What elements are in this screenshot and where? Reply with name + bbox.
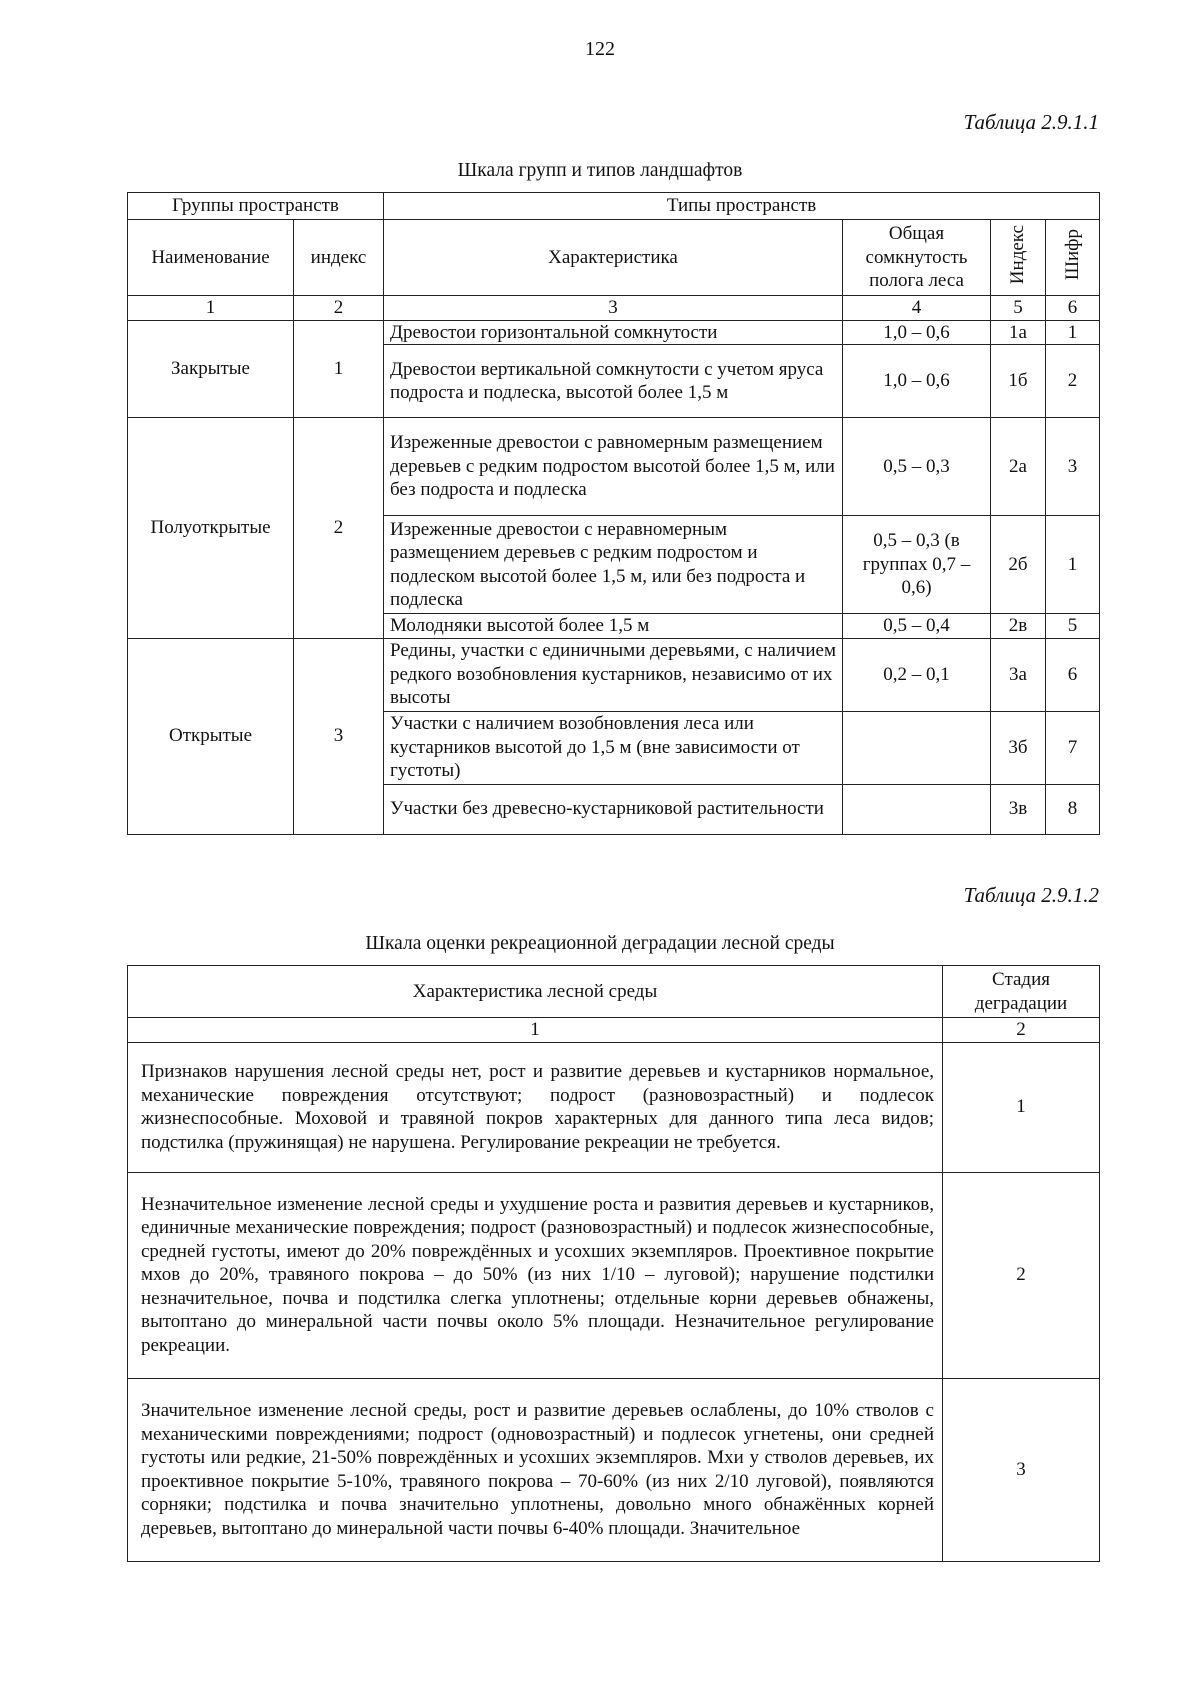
type-closure: 0,5 – 0,4 [843,614,991,639]
type-code: 2 [1046,345,1100,418]
col-number: 2 [294,296,384,321]
degradation-description: Признаков нарушения лесной среды нет, рост и развитие деревьев и кустарников нормальное, механические повреждения отсутствуют; подрост (разновозрастный) и подлесок жизнеспособные. Моховой и травяной покров характерных для данного типа леса видов; подстилка (пружинящая) не нарушена. Регулирование рекреации не требуется. [128,1042,943,1172]
type-code: 7 [1046,711,1100,784]
group-header: Группы пространств [128,193,384,220]
type-index: 1б [991,345,1046,418]
type-characteristic: Древостои горизонтальной сомкнутости [384,320,843,345]
type-code: 1 [1046,516,1100,614]
col-code-header: Шифр [1061,228,1083,280]
degradation-stage: 3 [943,1378,1100,1561]
group-index: 3 [294,638,384,834]
type-closure: 0,2 – 0,1 [843,638,991,711]
degradation-stage: 1 [943,1042,1100,1172]
col-stage-header: Стадия деградации [943,966,1100,1018]
col-index-header: индекс [294,220,384,296]
type-characteristic: Участки с наличием возобновления леса или кустарников высотой до 1,5 м (вне зависимости от густоты) [384,711,843,784]
type-index: 3а [991,638,1046,711]
col-number: 1 [128,1018,943,1043]
degradation-scale-table [127,965,1100,1562]
table2-title: Шкала оценки рекреационной деградации лесной среды [365,933,835,954]
type-closure [843,711,991,784]
type-code: 3 [1046,418,1100,516]
degradation-stage: 2 [943,1172,1100,1378]
types-header: Типы пространств [384,193,1100,220]
type-index: 3в [991,784,1046,834]
page-number: 122 [585,38,615,60]
table1-title: Шкала групп и типов ландшафтов [457,160,743,181]
group-index: 2 [294,418,384,639]
type-code: 8 [1046,784,1100,834]
col-characteristic-header: Характеристика [384,220,843,296]
type-index: 2а [991,418,1046,516]
col-number: 4 [843,296,991,321]
type-closure: 1,0 – 0,6 [843,320,991,345]
type-closure: 0,5 – 0,3 [843,418,991,516]
type-closure: 0,5 – 0,3 (в группах 0,7 – 0,6) [843,516,991,614]
col-number: 6 [1046,296,1100,321]
type-characteristic: Изреженные древостои с равномерным размещением деревьев с редким подростом высотой более 1,5 м, или без подроста и подлеска [384,418,843,516]
col-number: 3 [384,296,843,321]
col-closure-header: Общая сомкнутость полога леса [843,220,991,296]
group-name: Полуоткрытые [128,418,294,639]
col-number: 5 [991,296,1046,321]
group-index: 1 [294,320,384,418]
type-code: 1 [1046,320,1100,345]
type-characteristic: Молодняки высотой более 1,5 м [384,614,843,639]
group-name: Открытые [128,638,294,834]
type-code: 5 [1046,614,1100,639]
type-characteristic: Древостои вертикальной сомкнутости с учетом яруса подроста и подлеска, высотой более 1,5 м [384,345,843,418]
group-name: Закрытые [128,320,294,418]
type-characteristic: Изреженные древостои с неравномерным размещением деревьев с редким подростом и подлеском высотой более 1,5 м, или без подроста и подлеска [384,516,843,614]
type-closure: 1,0 – 0,6 [843,345,991,418]
degradation-description: Значительное изменение лесной среды, рост и развитие деревьев ослаблены, до 10% стволов с механическими повреждениями; подрост (одновозрастный) и подлесок угнетены, они средней густоты или редкие, 21-50% повреждённых и усохших экземпляров. Мхи у стволов деревьев, их проективное покрытие 5-10%, травяного покрова – 70-60% (из них 2/10 луговой), появляются сорняки; подстилка и почва значительно уплотнены, довольно много обнажённых корней деревьев, вытоптано до минеральной части почвы 6-40% площади. Значительное [128,1378,943,1561]
col-number: 1 [128,296,294,321]
type-closure [843,784,991,834]
type-index: 2б [991,516,1046,614]
landscape-types-table [127,192,1100,835]
col-index2-header: Индекс [1007,224,1029,284]
type-index: 2в [991,614,1046,639]
degradation-description: Незначительное изменение лесной среды и ухудшение роста и развития деревьев и кустарников, единичные механические повреждения; подрост (разновозрастный) и подлесок жизнеспособные, средней густоты, имеют до 20% повреждённых и усохших экземпляров. Проективное покрытие мхов до 20%, травяного покрова – до 50% (из них 1/10 – луговой); нарушение подстилки незначительное, почва и подстилка слегка уплотнены; отдельные корни деревьев обнажены, вытоптано до минеральной части почвы около 5% площади. Незначительное регулирование рекреации. [128,1172,943,1378]
type-index: 1а [991,320,1046,345]
table2-caption: Таблица 2.9.1.2 [963,883,1099,907]
type-index: 3б [991,711,1046,784]
type-characteristic: Участки без древесно-кустарниковой растительности [384,784,843,834]
col-characteristic-header: Характеристика лесной среды [128,966,943,1018]
type-characteristic: Редины, участки с единичными деревьями, с наличием редкого возобновления кустарников, независимо от их высоты [384,638,843,711]
type-code: 6 [1046,638,1100,711]
col-name-header: Наименование [128,220,294,296]
col-number: 2 [943,1018,1100,1043]
table1-caption: Таблица 2.9.1.1 [963,110,1099,134]
